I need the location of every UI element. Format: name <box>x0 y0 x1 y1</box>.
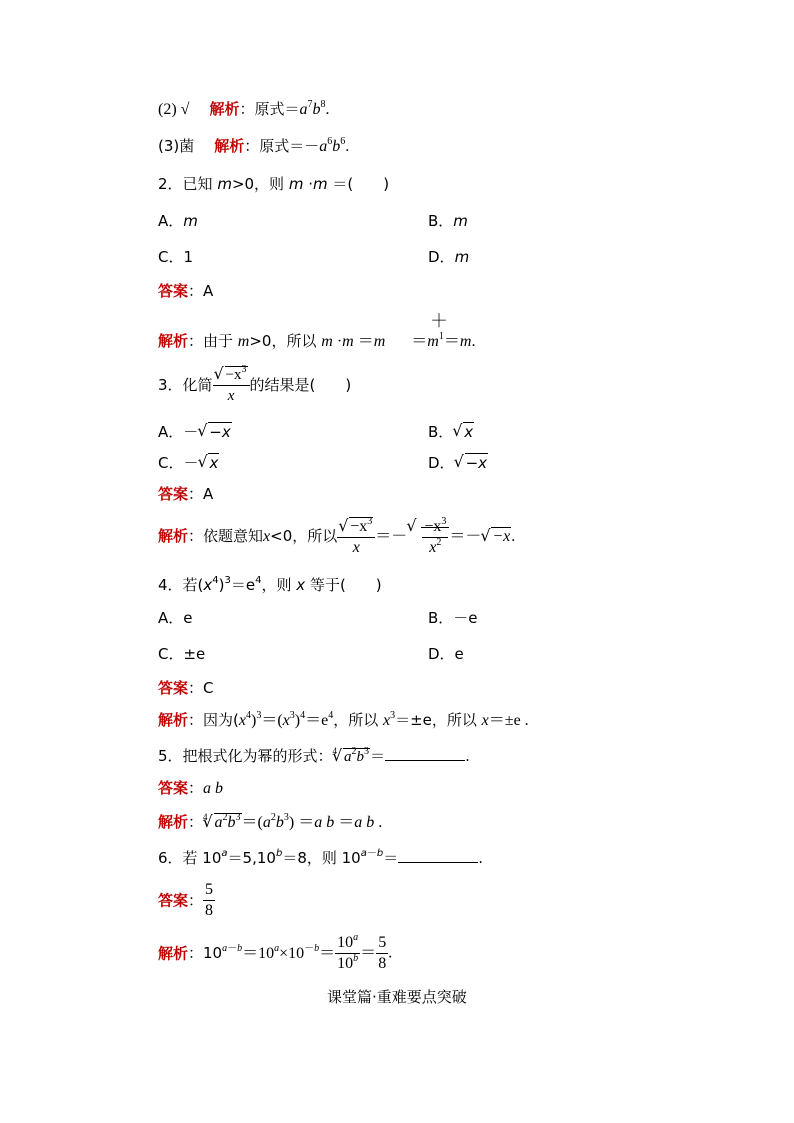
question-6-stem: 6．若 $10^a=5,10^b=8$，则 $10^{a-b}=$ . <box>158 848 484 867</box>
q1-item-2: (2) √ 解析：原式$=a^7b^8$. <box>158 99 330 118</box>
analysis-label: 解析 <box>209 100 240 118</box>
q3-option-d: D．√ −x <box>428 453 488 473</box>
answer-blank <box>398 848 478 863</box>
answer-blank <box>385 746 465 761</box>
question-4-stem: 4．若$(x^4)^3=e^4$，则 x 等于( ) <box>158 575 382 594</box>
q3-option-b: B．√ x <box>428 422 474 442</box>
q4-option-c: C．±e <box>158 645 206 663</box>
q3-answer: 答案：A <box>158 485 214 503</box>
q2-explanation: 解析：由于 m>0，所以 $m \cdot m =m =m^1=m$. <box>158 331 476 350</box>
section-heading: 课堂篇·重难要点突破 <box>327 988 467 1006</box>
q3-option-c: C．－√ x <box>158 453 219 473</box>
q4-explanation: 解析：因为$(x^4)^3=(x^3)^4=e^4$，所以 $x^3=\pm e$，所以 x＝±e . <box>158 710 529 729</box>
q4-option-b: B．－e <box>428 609 478 627</box>
analysis-label: 解析 <box>214 137 245 155</box>
q2-option-a: A．m <box>158 212 198 230</box>
question-2-stem: 2．已知 m>0，则 m ·m ＝( ) <box>158 175 390 193</box>
q4-option-a: A．e <box>158 609 193 627</box>
q5-answer: 答案：a b <box>158 779 224 797</box>
q2-option-c: C．1 <box>158 248 194 266</box>
q2-option-b: B．m <box>428 212 468 230</box>
q4-option-d: D．e <box>428 645 464 663</box>
q2-option-d: D．m <box>428 248 470 266</box>
q4-answer: 答案：C <box>158 679 214 697</box>
q3-option-a: A．－√ −x <box>158 422 232 442</box>
question-5-stem: 5．把根式化为幂的形式：$^4$√ $a^2b^3=$ . <box>158 746 470 768</box>
q3-explanation: 解析：依题意知x<0，所以 √ $\frac{-x^3}{x}$ ＝－ √ $\frac{-x^3}{x^2}$ ＝－√ −x. <box>158 517 515 558</box>
q5-explanation: 解析：$^4$√ $a^2b^3=(a^2b^3) =a$ b ＝a b . <box>158 812 382 834</box>
q2-answer: 答案：A <box>158 282 214 300</box>
q1-item-3: (3)菌 解析：原式$=-a^6b^6$. <box>158 136 350 155</box>
q6-explanation: 解析：$10^{a-b}=10^a\times 10^{-b}=$ $\frac{10^a}{10^b}$ ＝ $\frac{5}{8}$ . <box>158 932 393 972</box>
q6-answer: 答案： $\frac{5}{8}$ <box>158 881 214 919</box>
q2-plus-mark: ＋ <box>430 311 448 331</box>
question-3-stem: 3．化简 √ $\frac{-x^3}{x}$ 的结果是( ) <box>158 365 351 406</box>
